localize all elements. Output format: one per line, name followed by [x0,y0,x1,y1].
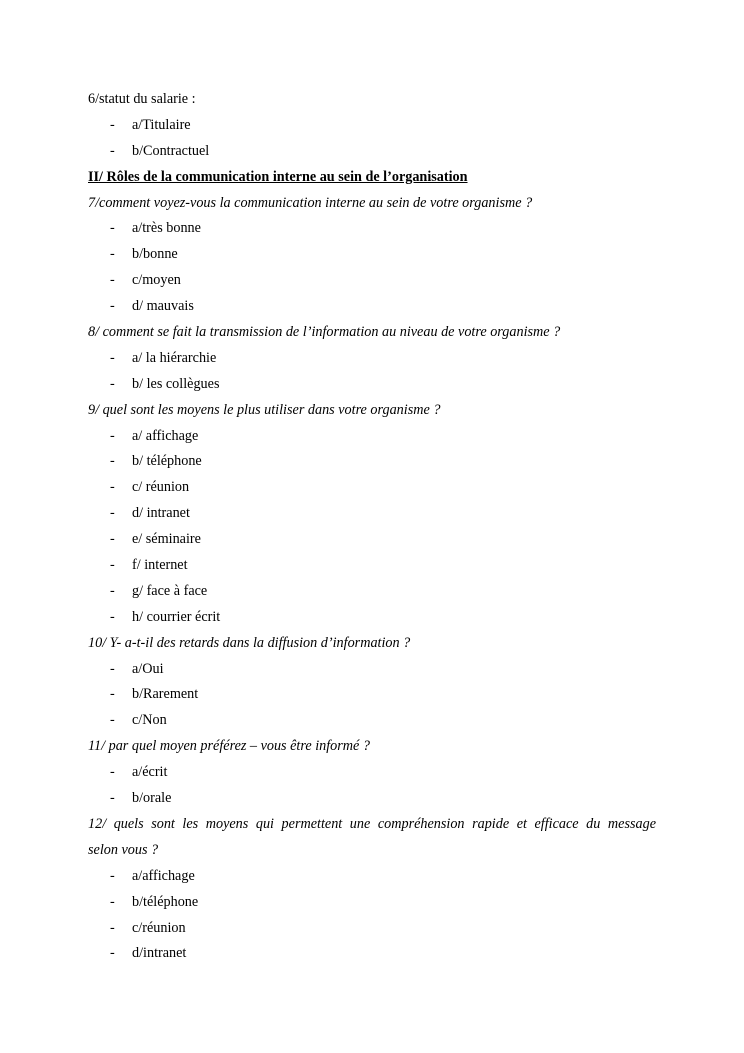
answer-option [88,941,656,967]
bullet-dash: - [110,349,115,366]
answer-option [88,501,656,527]
answer-option [88,682,656,708]
answer-option [88,139,656,165]
option-text: c/moyen [132,272,181,289]
option-text: a/ la hiérarchie [132,349,217,366]
option-text: d/ mauvais [132,298,194,315]
question-text: 9/ quel sont les moyens le plus utiliser dans votre organisme ? [88,401,441,418]
answer-option [88,760,656,786]
section-heading [88,165,656,191]
option-text: c/Non [132,712,167,729]
answer-option [88,268,656,294]
bullet-dash: - [110,790,115,807]
question-text: 11/ par quel moyen préférez – vous être informé ? [88,738,370,755]
answer-option [88,864,656,890]
answer-option [88,579,656,605]
bullet-dash: - [110,298,115,315]
bullet-dash: - [110,272,115,289]
question-text: 10/ Y- a-t-il des retards dans la diffusion d’information ? [88,634,411,651]
answer-option [88,786,656,812]
bullet-dash: - [110,116,115,133]
option-text: b/orale [132,790,172,807]
question-text: 8/ comment se fait la transmission de l’information au niveau de votre organisme ? [88,324,561,341]
option-text: b/Contractuel [132,142,210,159]
document-page [88,87,656,967]
bullet-dash: - [110,505,115,522]
bullet-dash: - [110,375,115,392]
answer-option [88,449,656,475]
option-text: f/ internet [132,557,188,574]
bullet-dash: - [110,712,115,729]
bullet-dash: - [110,142,115,159]
bullet-dash: - [110,220,115,237]
bullet-dash: - [110,867,115,884]
option-text: c/réunion [132,919,186,936]
answer-option [88,553,656,579]
section-heading-text: II/ Rôles de la communication interne au sein de l’organisation [88,168,468,185]
answer-option [88,916,656,942]
option-text: d/intranet [132,945,187,962]
answer-option [88,216,656,242]
answer-option [88,113,656,139]
bullet-dash: - [110,893,115,910]
bullet-dash: - [110,557,115,574]
bullet-dash: - [110,686,115,703]
option-text: a/écrit [132,764,168,781]
question-text: 7/comment voyez-vous la communication interne au sein de votre organisme ? [88,194,533,211]
option-text: a/ affichage [132,427,199,444]
option-text: c/ réunion [132,479,190,496]
answer-option [88,708,656,734]
option-text: a/affichage [132,867,195,884]
bullet-dash: - [110,453,115,470]
option-text: b/bonne [132,246,178,263]
bullet-dash: - [110,582,115,599]
bullet-dash: - [110,764,115,781]
bullet-dash: - [110,660,115,677]
option-text: b/ les collègues [132,375,220,392]
bullet-dash: - [110,608,115,625]
option-text: b/Rarement [132,686,199,703]
answer-option [88,605,656,631]
answer-option [88,346,656,372]
option-text: b/téléphone [132,893,199,910]
question-text-continuation: selon vous ? [88,841,159,858]
bullet-dash: - [110,531,115,548]
option-text: e/ séminaire [132,531,201,548]
answer-option [88,294,656,320]
answer-option [88,890,656,916]
option-text: h/ courrier écrit [132,608,221,625]
bullet-dash: - [110,479,115,496]
option-text: g/ face à face [132,582,208,599]
bullet-dash: - [110,919,115,936]
option-text: a/Oui [132,660,164,677]
option-text: a/Titulaire [132,116,191,133]
bullet-dash: - [110,246,115,263]
paragraph-text: 6/statut du salarie : [88,91,196,107]
bullet-dash: - [110,427,115,444]
answer-option [88,475,656,501]
option-text: a/très bonne [132,220,201,237]
bullet-dash: - [110,945,115,962]
answer-option [88,372,656,398]
answer-option [88,424,656,450]
answer-option [88,242,656,268]
question-text: 12/ quels sont les moyens qui permettent une compréhension rapide et efficace du message [88,815,656,832]
answer-option [88,527,656,553]
option-text: b/ téléphone [132,453,202,470]
option-text: d/ intranet [132,505,190,522]
answer-option [88,657,656,683]
